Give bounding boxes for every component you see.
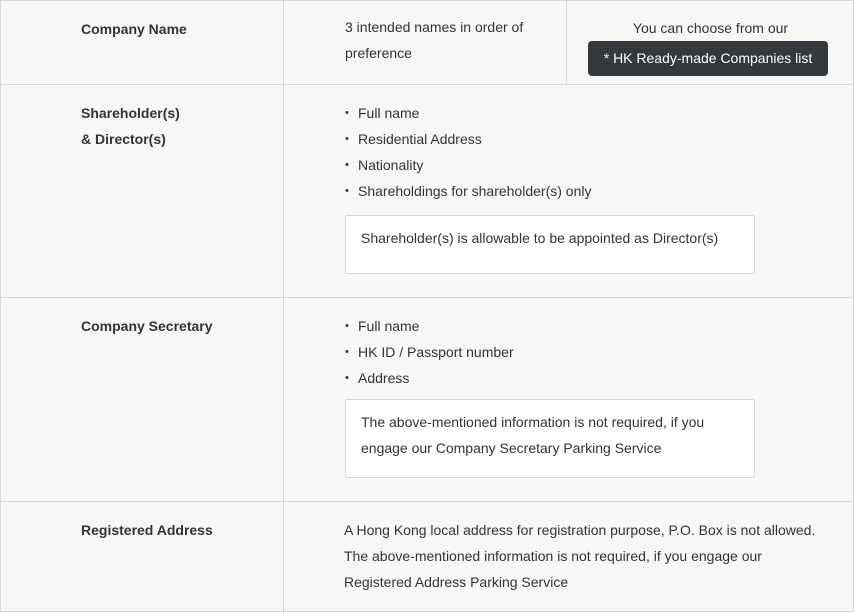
row-label: Company Name (81, 21, 187, 37)
description-line: A Hong Kong local address for registration purpose, P.O. Box is not allowed. (344, 522, 816, 538)
row-label-line: & Director(s) (81, 131, 166, 147)
row-registered-address (1, 502, 854, 613)
row-label-line: Shareholder(s) (81, 105, 180, 121)
list-item: • HK ID / Passport number (345, 339, 514, 365)
row-label: Registered Address (81, 522, 213, 538)
list-item: • Nationality (345, 152, 591, 178)
column-divider (283, 85, 284, 297)
list-item: • Shareholdings for shareholder(s) only (345, 178, 591, 204)
requirements-list (345, 100, 591, 204)
column-divider (283, 1, 284, 84)
note-box: Shareholder(s) is allowable to be appointed as Director(s) (345, 215, 755, 274)
list-item: • Residential Address (345, 126, 591, 152)
column-divider (283, 298, 284, 501)
description-line: Registered Address Parking Service (344, 574, 569, 590)
row-description (344, 517, 849, 595)
row-company-secretary (1, 298, 854, 502)
column-divider (283, 502, 284, 613)
requirements-list (345, 313, 514, 391)
row-company-name (1, 1, 854, 85)
column-divider (566, 1, 567, 85)
row-label (81, 100, 180, 152)
choose-from-text: You can choose from our (632, 20, 789, 36)
description-line: The above-mentioned information is not required, if you engage our (344, 548, 762, 564)
ready-made-companies-button[interactable]: * HK Ready-made Companies list (588, 41, 828, 76)
row-description: 3 intended names in order of preference (345, 19, 524, 61)
list-item: • Address (345, 365, 514, 391)
row-label: Company Secretary (81, 318, 213, 334)
row-shareholders-directors (1, 85, 854, 298)
list-item: • Full name (345, 313, 514, 339)
list-item: • Full name (345, 100, 591, 126)
note-box: The above-mentioned information is not required, if you engage our Company Secretary Parking Service (345, 399, 755, 478)
